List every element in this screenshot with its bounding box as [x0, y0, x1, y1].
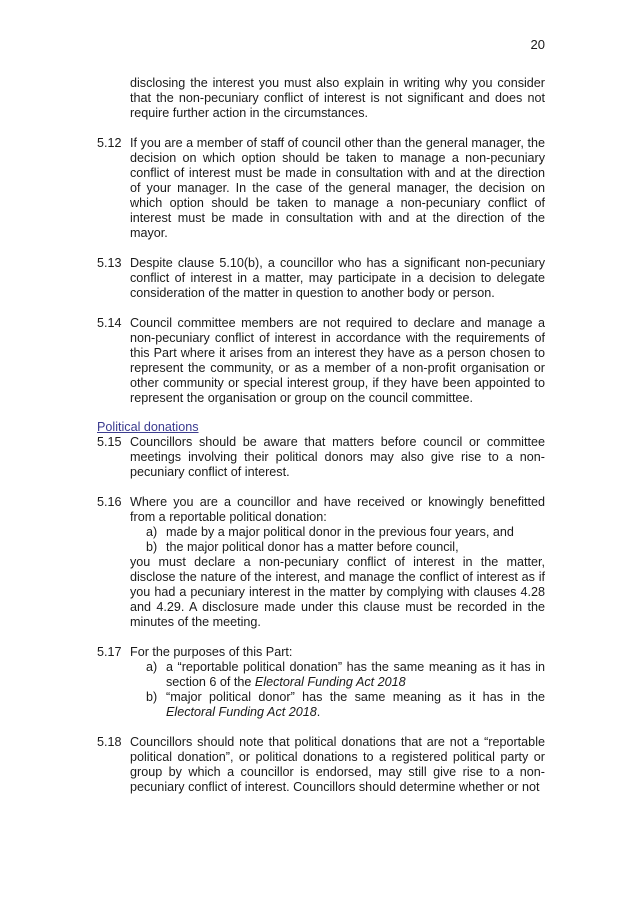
- list-item: [146, 660, 545, 690]
- clause-5-16: [97, 495, 545, 525]
- page-number: 20: [530, 37, 545, 52]
- list-item-label: a): [146, 525, 158, 539]
- list-item-label: b): [146, 690, 158, 704]
- clause-5-18: [97, 735, 545, 795]
- clause-text: Despite clause 5.10(b), a councillor who has a significant non-pecuniary conflict of interest in a matter, may participate in a decision to delegate consideration of the matter in question to another body or person.: [130, 256, 545, 300]
- list-item: [146, 690, 545, 720]
- act-title: Electoral Funding Act 2018: [166, 705, 317, 719]
- clause-5-12: [97, 136, 545, 241]
- section-heading-political-donations: Political donations: [97, 420, 199, 434]
- clause-continuation: you must declare a non-pecuniary conflict of interest in the matter, disclose the nature of the interest, and manage the conflict of interest as if you had a pecuniary interest in the matter by complying with clauses 4.28 and 4.29. A disclosure made under this clause must be recorded in the minutes of the meeting.: [130, 555, 545, 629]
- clause-number: 5.13: [97, 256, 122, 270]
- clause-text: If you are a member of staff of council other than the general manager, the decision on which option should be taken to manage a non-pecuniary conflict of interest must be made in consultation with and at the direction of your manager. In the case of the general manager, the decision on which option should be taken to manage a non-pecuniary conflict of interest must be made in consultation with and at the direction of the mayor.: [130, 136, 545, 240]
- clause-5-14: [97, 316, 545, 406]
- clause-number: 5.17: [97, 645, 122, 659]
- list-item-label: a): [146, 660, 158, 674]
- clause-number: 5.12: [97, 136, 122, 150]
- clause-text: Where you are a councillor and have received or knowingly benefitted from a reportable political donation:: [130, 495, 545, 524]
- clause-text: For the purposes of this Part:: [130, 645, 293, 659]
- list-item: [146, 525, 545, 540]
- clause-number: 5.16: [97, 495, 122, 509]
- page-content: [97, 76, 545, 795]
- paragraph-continuation: disclosing the interest you must also explain in writing why you consider that the non-pecuniary conflict of interest is not significant and does not require further action in the circumstances.: [130, 76, 545, 120]
- list-item: [146, 540, 545, 555]
- list-item-text: a “reportable political donation” has the same meaning as it has in section 6 of the Electoral Funding Act 2018: [166, 660, 545, 689]
- clause-text: Councillors should be aware that matters before council or committee meetings involving their political donors may also give rise to a non-pecuniary conflict of interest.: [130, 435, 545, 479]
- list-item-text: “major political donor” has the same meaning as it has in the Electoral Funding Act 2018.: [166, 690, 545, 719]
- clause-5-17: [97, 645, 545, 660]
- act-title: Electoral Funding Act 2018: [254, 675, 406, 689]
- list-item-text: made by a major political donor in the previous four years, and: [166, 525, 514, 539]
- clause-text: Council committee members are not required to declare and manage a non-pecuniary conflict of interest in accordance with the requirements of this Part where it arises from an interest they have as a person chosen to represent the community, or as a member of a non-profit organisation or other community or special interest group, if they have been appointed to represent the organisation or group on the council committee.: [130, 316, 545, 405]
- list-item-label: b): [146, 540, 158, 554]
- clause-number: 5.18: [97, 735, 122, 749]
- clause-5-13: [97, 256, 545, 301]
- clause-number: 5.14: [97, 316, 122, 330]
- clause-text: Councillors should note that political donations that are not a “reportable political donation”, or political donations to a registered political party or group by which a councillor is endorsed, may still give rise to a non-pecuniary conflict of interest. Councillors should determine whether or not: [130, 735, 545, 794]
- clause-number: 5.15: [97, 435, 122, 449]
- list-item-text: the major political donor has a matter before council,: [166, 540, 459, 554]
- clause-5-15: [97, 435, 545, 480]
